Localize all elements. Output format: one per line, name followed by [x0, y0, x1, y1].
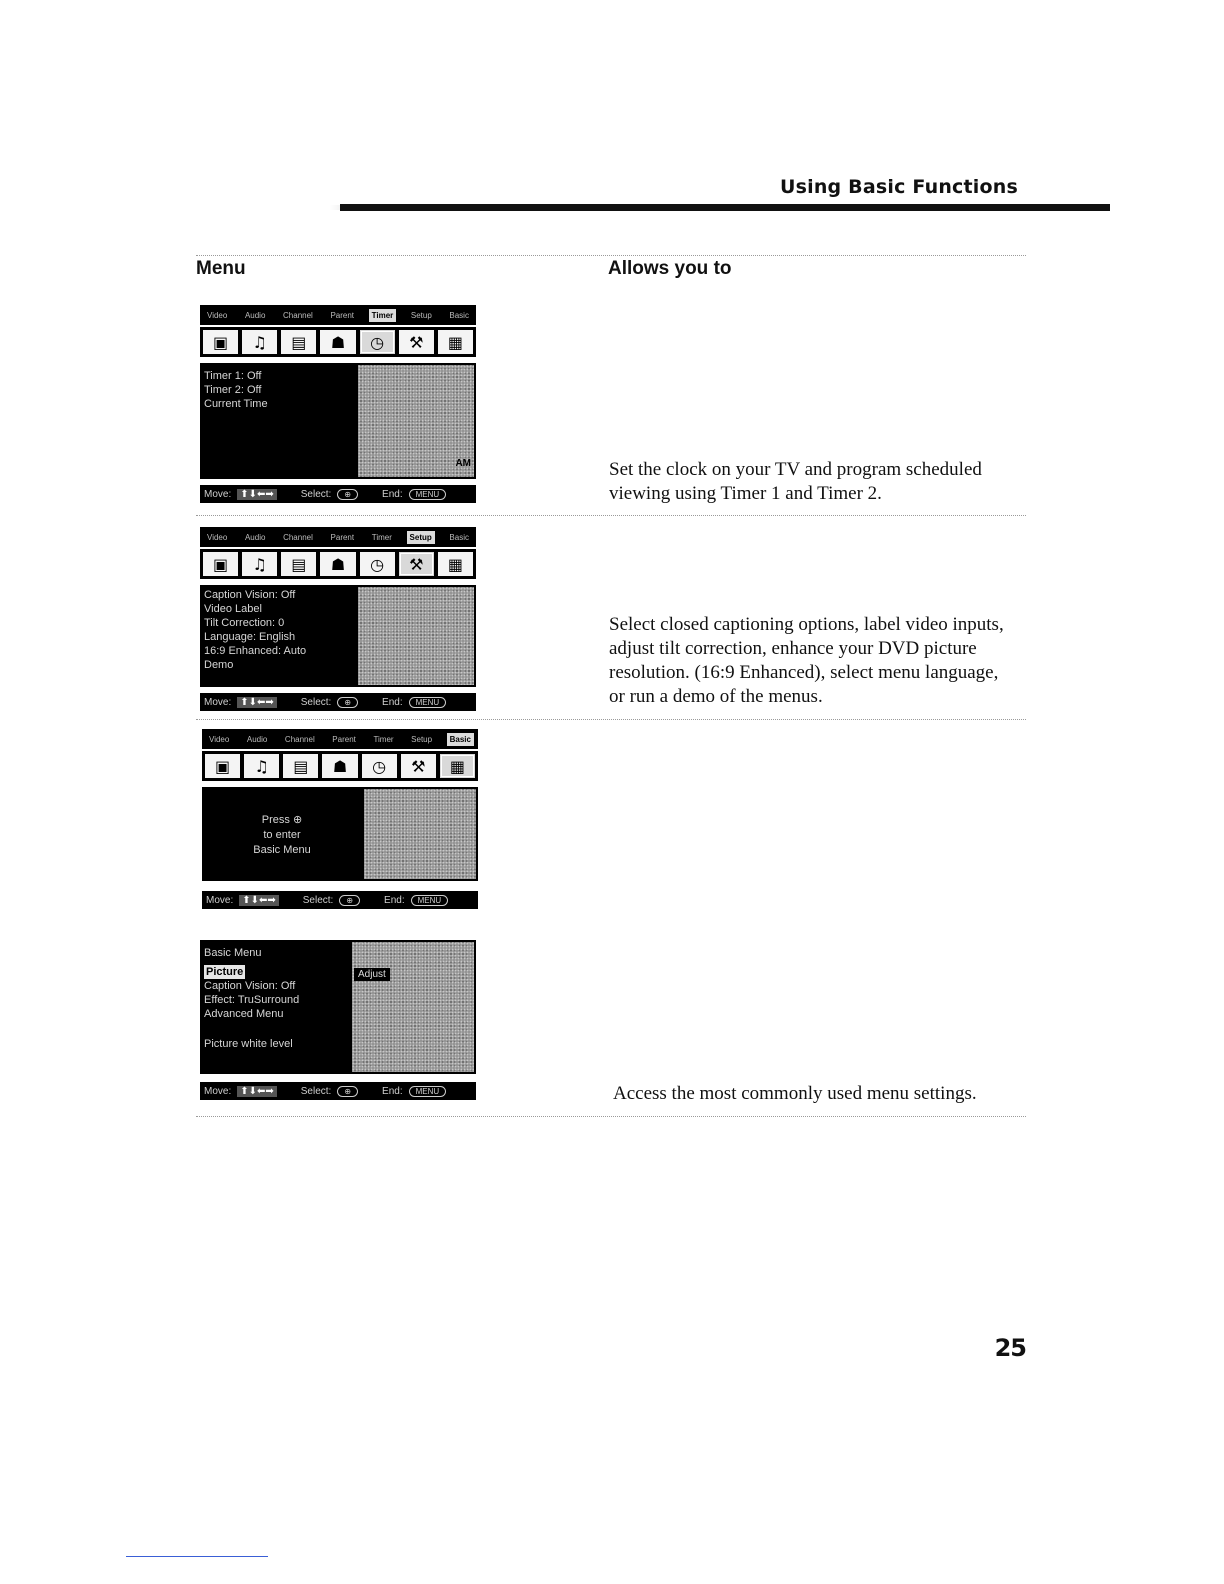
- end-label: End:: [382, 1085, 403, 1097]
- video-icon: ▣: [204, 753, 241, 779]
- end-label: End:: [384, 894, 405, 906]
- tab-parent: Parent: [332, 734, 356, 744]
- audio-icon: ♫: [243, 753, 280, 779]
- footer-link-underline: [126, 1556, 268, 1557]
- channel-icon: ▤: [280, 329, 317, 355]
- column-heading-menu: Menu: [196, 258, 246, 279]
- timer-icon: ◷: [359, 329, 396, 355]
- end-label: End:: [382, 488, 403, 500]
- tab-setup: Setup: [407, 531, 435, 544]
- select-key-icon: ⊕: [337, 489, 358, 500]
- audio-icon: ♫: [241, 551, 278, 577]
- select-label: Select:: [300, 696, 332, 708]
- tab-timer: Timer: [369, 309, 397, 322]
- menu-item: Timer 1: Off: [204, 370, 262, 382]
- move-label: Move:: [206, 894, 234, 906]
- menu-key-icon: MENU: [411, 895, 449, 906]
- select-label: Select:: [300, 1085, 332, 1097]
- menu-key-icon: MENU: [409, 1086, 447, 1097]
- select-key-icon: ⊕: [339, 895, 360, 906]
- select-key-icon: ⊕: [337, 697, 358, 708]
- setup-icon: ⚒: [400, 753, 437, 779]
- menu-tab-bar: [200, 305, 476, 325]
- basic-icon: ▦: [437, 329, 474, 355]
- menu-body: [200, 940, 476, 1074]
- menu-body: [202, 787, 478, 881]
- osd-screen-basic: [202, 729, 478, 909]
- menu-icon-row: [200, 549, 476, 579]
- video-icon: ▣: [202, 551, 239, 577]
- move-label: Move:: [204, 488, 232, 500]
- menu-item-picture: [204, 965, 346, 979]
- setup-icon: ⚒: [398, 329, 435, 355]
- tab-video: Video: [207, 310, 228, 320]
- preview-panel: [364, 789, 476, 879]
- select-key-icon: ⊕: [337, 1086, 358, 1097]
- tab-video: Video: [207, 532, 228, 542]
- navigation-bar: [200, 485, 476, 503]
- divider: [196, 515, 1026, 516]
- arrow-keys-icon: ⬆⬇⬅➡: [237, 489, 277, 500]
- video-icon: ▣: [202, 329, 239, 355]
- arrow-keys-icon: ⬆⬇⬅➡: [239, 895, 279, 906]
- menu-item: Effect: TruSurround: [204, 994, 300, 1006]
- end-label: End:: [382, 696, 403, 708]
- osd-screen-basic-menu: [200, 940, 476, 1100]
- time-am-label: AM: [455, 458, 471, 469]
- navigation-bar: [200, 1082, 476, 1100]
- menu-item-footer: Picture white level: [204, 1038, 293, 1050]
- preview-panel: [358, 365, 474, 477]
- tab-basic: Basic: [449, 310, 469, 320]
- press-label: Press ⊕: [261, 814, 303, 826]
- channel-icon: ▤: [282, 753, 319, 779]
- column-heading-allows: Allows you to: [608, 258, 732, 279]
- select-label: Select:: [302, 894, 334, 906]
- to-enter-label: to enter: [263, 829, 301, 841]
- parent-icon: ☗: [319, 329, 356, 355]
- menu-item: Timer 2: Off: [204, 384, 262, 396]
- menu-item: 16:9 Enhanced: Auto: [204, 645, 307, 657]
- menu-icon-row: [200, 327, 476, 357]
- menu-item: Caption Vision: Off: [204, 589, 296, 601]
- menu-item: Demo: [204, 659, 234, 671]
- move-label: Move:: [204, 1085, 232, 1097]
- tab-parent: Parent: [330, 532, 355, 542]
- description-setup: Select closed captioning options, label video inputs, adjust tilt correction, enhance your DVD picture resolution. (16:9 Enhanced), select menu language, or run a demo of the menus.: [609, 614, 1004, 707]
- tab-audio: Audio: [246, 734, 268, 744]
- tab-video: Video: [209, 734, 230, 744]
- navigation-bar: [200, 693, 476, 711]
- menu-tab-bar: [202, 729, 478, 749]
- menu-item: Caption Vision: Off: [204, 980, 296, 992]
- preview-panel: [352, 942, 474, 1072]
- menu-body: [200, 363, 476, 479]
- preview-panel: [358, 587, 474, 685]
- menu-item: Current Time: [204, 398, 268, 410]
- tab-channel: Channel: [284, 734, 315, 744]
- page-number: 25: [994, 1334, 1026, 1362]
- menu-key-icon: MENU: [409, 697, 447, 708]
- basic-menu-label: Basic Menu: [253, 844, 311, 856]
- arrow-keys-icon: ⬆⬇⬅➡: [237, 697, 277, 708]
- tab-channel: Channel: [283, 310, 313, 320]
- channel-icon: ▤: [280, 551, 317, 577]
- navigation-bar: [202, 891, 478, 909]
- timer-icon: ◷: [361, 753, 398, 779]
- press-to-enter-text: [202, 787, 362, 881]
- tab-setup: Setup: [411, 734, 433, 744]
- basic-menu-title: Basic Menu: [204, 947, 262, 959]
- tab-audio: Audio: [244, 532, 266, 542]
- audio-icon: ♫: [241, 329, 278, 355]
- adjust-label: Adjust: [354, 968, 390, 981]
- description-timer: Set the clock on your TV and program scheduled viewing using Timer 1 and Timer 2.: [609, 459, 982, 504]
- parent-icon: ☗: [319, 551, 356, 577]
- menu-item: Language: English: [204, 631, 296, 643]
- tab-parent: Parent: [330, 310, 355, 320]
- move-label: Move:: [204, 696, 232, 708]
- menu-item-list: [200, 585, 356, 687]
- divider: [196, 1116, 1026, 1117]
- menu-item: Advanced Menu: [204, 1008, 284, 1020]
- basic-icon: ▦: [437, 551, 474, 577]
- osd-screen-timer: [200, 305, 476, 503]
- description-basic: Access the most commonly used menu settings.: [613, 1083, 977, 1104]
- menu-tab-bar: [200, 527, 476, 547]
- tab-basic: Basic: [449, 532, 469, 542]
- menu-item-list: [200, 940, 350, 1074]
- parent-icon: ☗: [321, 753, 358, 779]
- menu-item: Video Label: [204, 603, 262, 615]
- menu-body: [200, 585, 476, 687]
- arrow-keys-icon: ⬆⬇⬅➡: [237, 1086, 277, 1097]
- tab-audio: Audio: [244, 310, 266, 320]
- header-rule: [340, 204, 1110, 211]
- select-label: Select:: [300, 488, 332, 500]
- menu-item: Tilt Correction: 0: [204, 617, 285, 629]
- menu-icon-row: [202, 751, 478, 781]
- section-title: Using Basic Functions: [779, 176, 1018, 198]
- setup-icon: ⚒: [398, 551, 435, 577]
- timer-icon: ◷: [359, 551, 396, 577]
- menu-key-icon: MENU: [409, 489, 447, 500]
- tab-timer: Timer: [371, 532, 392, 542]
- tab-setup: Setup: [410, 310, 432, 320]
- tab-basic: Basic: [447, 733, 474, 746]
- basic-icon: ▦: [439, 753, 476, 779]
- menu-item-list: [200, 363, 356, 479]
- tab-channel: Channel: [283, 532, 313, 542]
- osd-screen-setup: [200, 527, 476, 711]
- tab-timer: Timer: [373, 734, 394, 744]
- divider: [196, 719, 1026, 720]
- highlighted-item: Picture: [206, 966, 244, 978]
- divider: [196, 255, 1026, 256]
